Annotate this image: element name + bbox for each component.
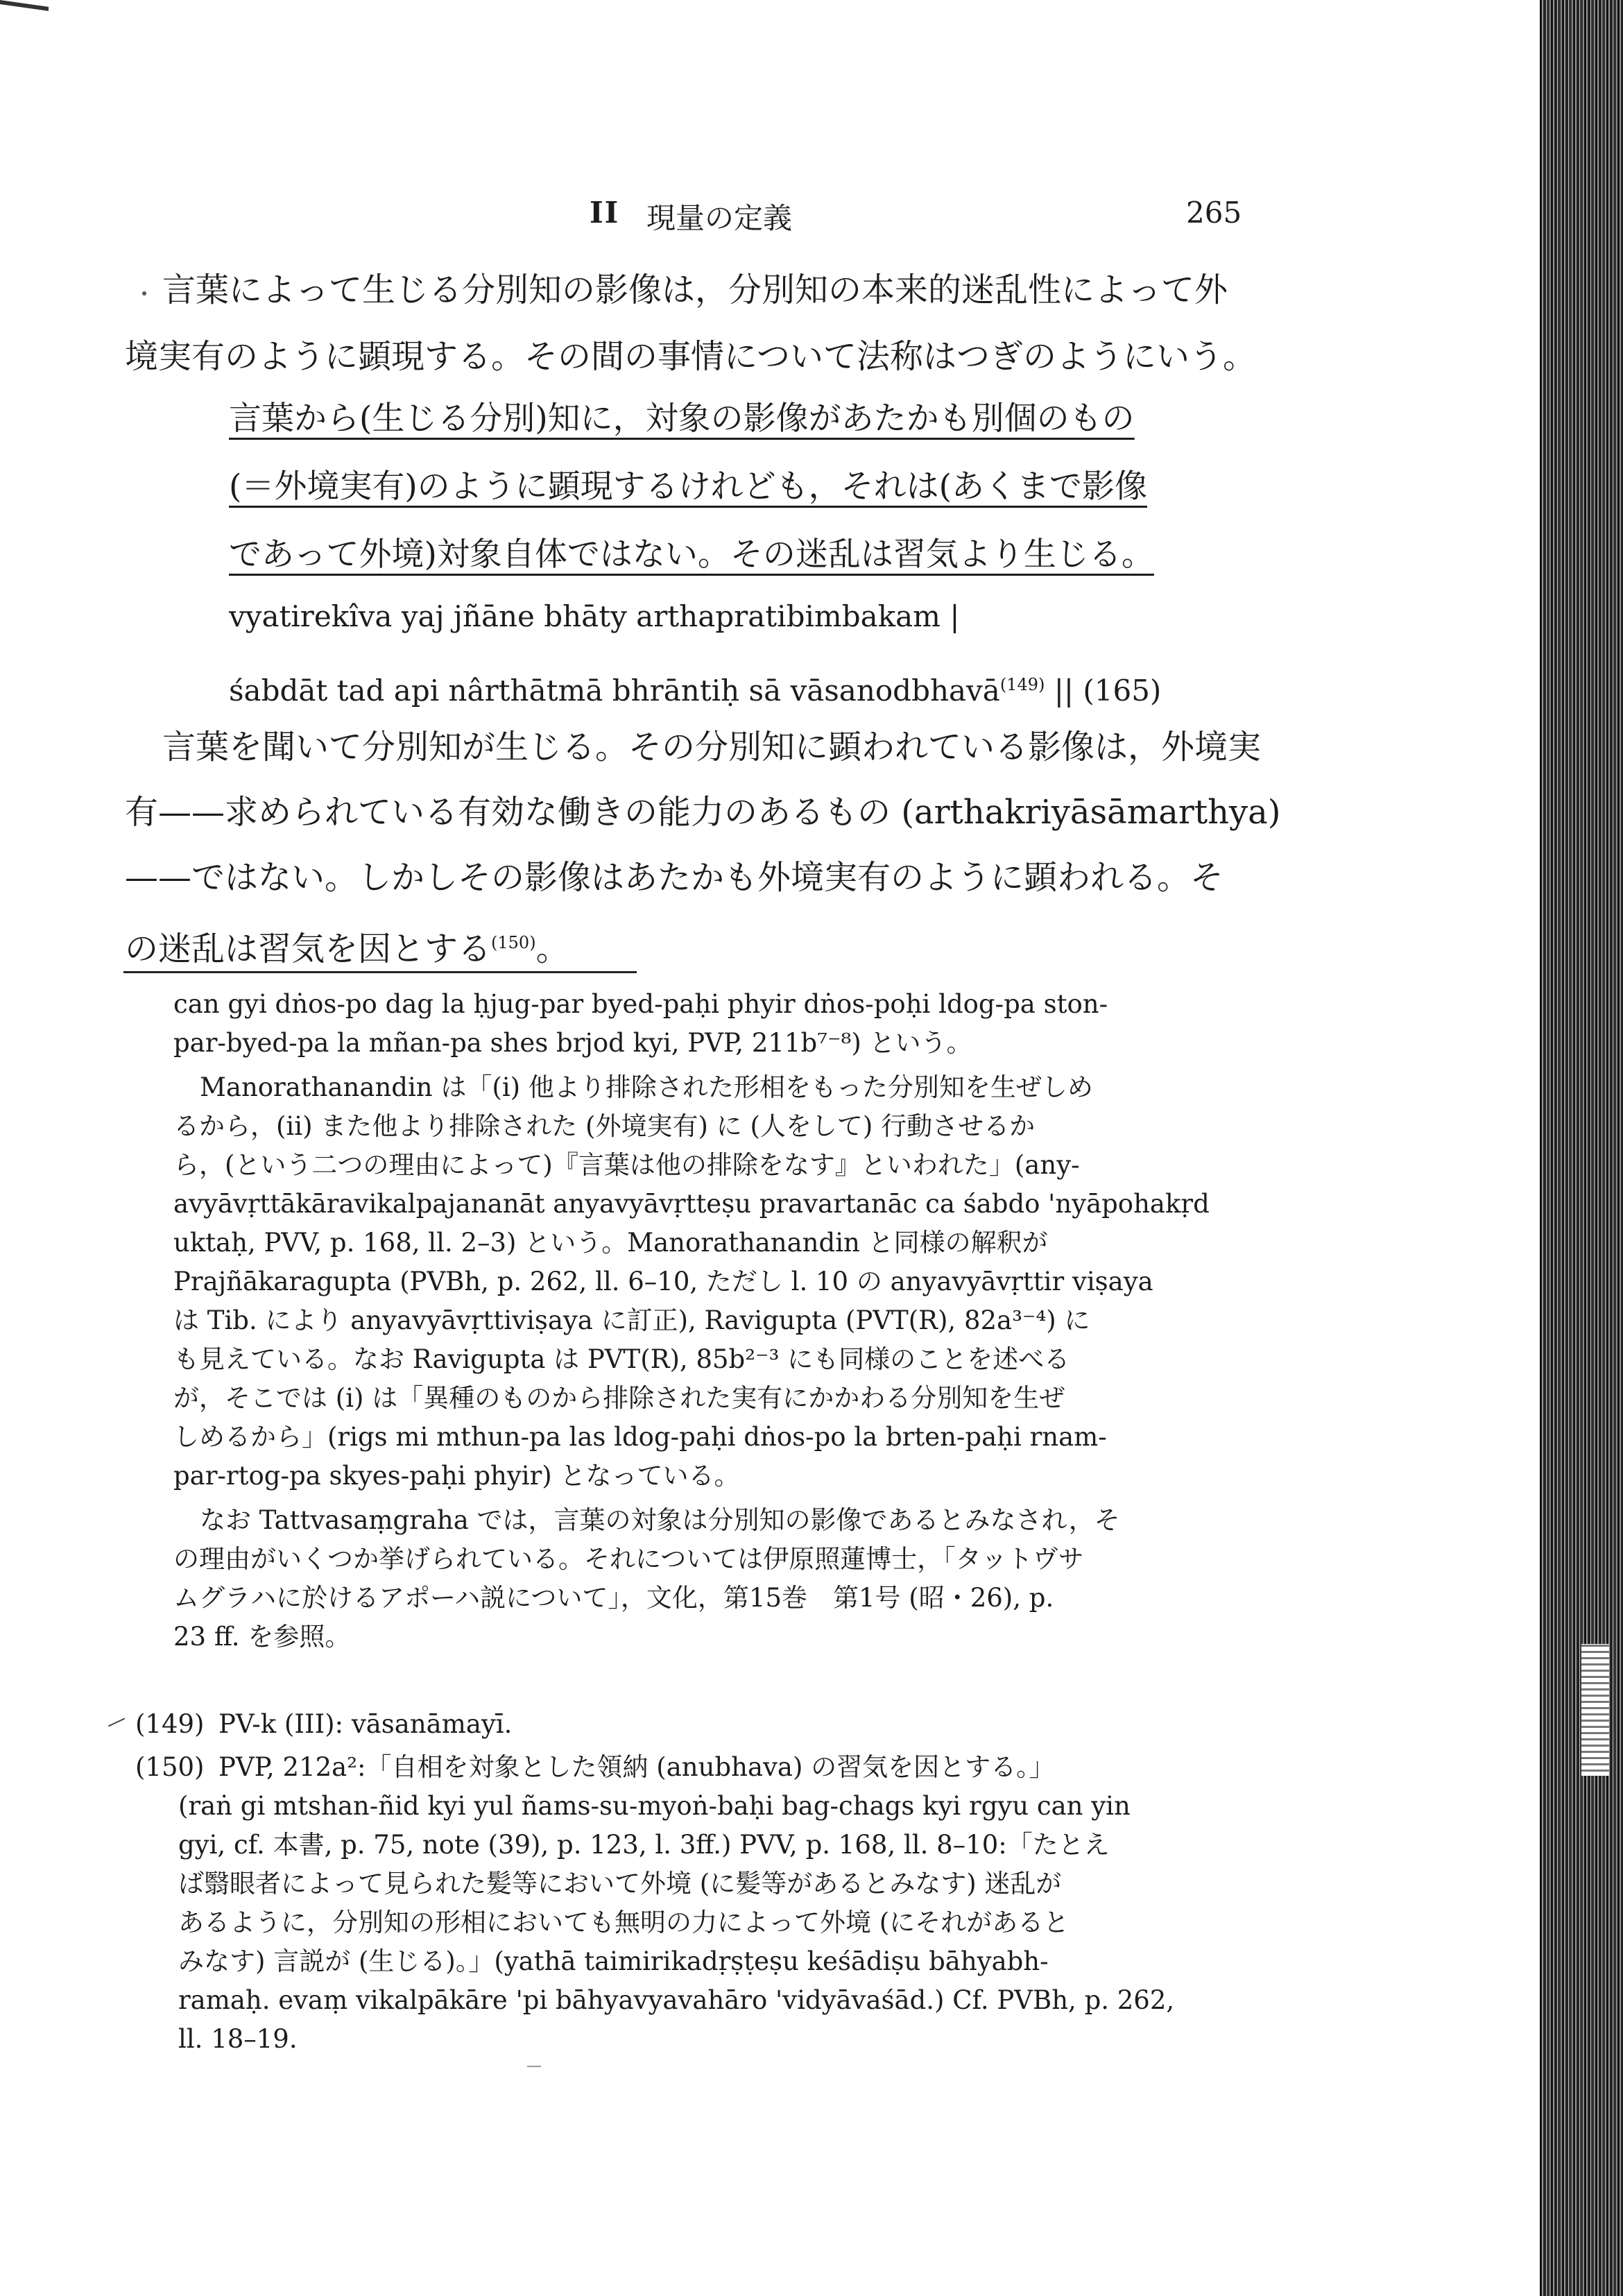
note-line xyxy=(135,1705,512,1744)
text-segment: の迷乱は習気を因とする xyxy=(125,929,492,968)
note-line: るから，(ii) また他より排除された (外境実有) に (人をして) 行動させるか xyxy=(173,1111,1036,1141)
chapter-number: II xyxy=(590,196,620,230)
sanskrit-line xyxy=(229,651,1161,725)
verse-translation xyxy=(229,385,1154,589)
footnote-number: (149) xyxy=(135,1709,205,1739)
text-line: 言葉を聞いて分別知が生じる。その分別知に顕われている影像は，外境実 xyxy=(162,728,1262,766)
section-title: 現量の定義 xyxy=(646,201,793,235)
note-line: ll. 18–19. xyxy=(178,2024,298,2054)
note-line: ら，(という二つの理由によって)『言葉は他の排除をなす』といわれた」(any- xyxy=(173,1150,1080,1180)
note-line: Prajñākaragupta (PVBh, p. 262, ll. 6–10, ただし l. 10 の anyavyāvṛttir viṣaya xyxy=(173,1267,1153,1296)
footnote-number: (150) xyxy=(135,1752,205,1782)
verse-line: (＝外境実有)のように顕現するけれども，それは(あくまで影像 xyxy=(229,468,1148,506)
page-number: 265 xyxy=(1186,196,1242,230)
running-header xyxy=(0,196,1526,237)
note-line: ば翳眼者によって見られた髪等において外境 (に髪等があるとみなす) 迷乱が xyxy=(178,1869,1062,1899)
note-line: しめるから」(rigs mi mthun-pa las ldog-paḥi dṅos-po la brten-paḥi rnam- xyxy=(173,1422,1107,1452)
paragraph-2 xyxy=(125,714,1280,982)
note-line: あるように，分別知の形相においても無明の力によって外境 (にそれがあると xyxy=(178,1908,1070,1937)
note-line: can gyi dṅos-po dag la ḥjug-par byed-paḥi phyir dṅos-poḥi ldog-pa ston- xyxy=(173,989,1108,1019)
paragraph-1 xyxy=(125,257,1256,390)
verse-sanskrit xyxy=(229,583,1161,725)
note-line: 23 ff. を参照。 xyxy=(173,1622,351,1652)
text-line: 言葉によって生じる分別知の影像は，分別知の本来的迷乱性によって外 xyxy=(162,271,1228,309)
verse-line: であって外境)対象自体ではない。その迷乱は習気より生じる。 xyxy=(229,536,1154,574)
footnote-divider xyxy=(123,971,637,973)
note-line: も見えている。なお Ravigupta は PVT(R), 85b²⁻³ にも同様のことを述べる xyxy=(173,1344,1070,1374)
note-line: par-byed-pa la mñan-pa shes brjod kyi, PVP, 211b⁷⁻⁸) という。 xyxy=(173,1028,972,1058)
footnote-text: PVP, 212a²:「自相を対象とした領納 (anubhava) の習気を因とする。」 xyxy=(218,1752,1055,1782)
note-line: avyāvṛttākāravikalpajananāt anyavyāvṛtteṣu pravartanāc ca śabdo 'nyāpohakṛd xyxy=(173,1189,1210,1219)
sanskrit-line: vyatirekîva yaj jñāne bhāty arthapratibimbakam | xyxy=(229,599,960,633)
note-line: Manorathanandin は「(i) 他より排除された形相をもった分別知を生ぜしめ xyxy=(200,1072,1093,1102)
note-line: (raṅ gi mtshan-ñid kyi yul ñams-su-myoṅ-baḥi bag-chags kyi rgyu can yin xyxy=(178,1791,1131,1821)
note-line: ムグラハに於けるアポーハ説について」，文化，第15巻 第1号 (昭・26), p. xyxy=(173,1583,1054,1613)
note-line: ramaḥ. evaṃ vikalpākāre 'pi bāhyavyavahāro 'vidyāvaśād.) Cf. PVBh, p. 262, xyxy=(178,1985,1175,2015)
text-segment: 。 xyxy=(535,929,569,968)
footnote-150 xyxy=(135,1748,1174,2059)
note-ref-149[interactable]: (149) xyxy=(999,675,1045,694)
text-line: 有——求められている有効な働きの能力のあるもの (arthakriyāsāmarthya) xyxy=(125,793,1281,832)
note-line: の理由がいくつか挙げられている。それについては伊原照蓮博士，「タットヴサ xyxy=(173,1544,1084,1574)
footnote-continuation xyxy=(173,985,1210,1656)
note-line: が，そこでは (i) は「異種のものから排除された実有にかかわる分別知を生ぜ xyxy=(173,1383,1065,1413)
scan-speck xyxy=(527,2066,541,2067)
verse-line: 言葉から(生じる分別)知に，対象の影像があたかも別個のもの xyxy=(229,400,1135,438)
scan-pen-mark xyxy=(108,1718,125,1727)
footnote-149 xyxy=(135,1705,512,1744)
note-line: uktaḥ, PVV, p. 168, ll. 2–3) という。Manorathanandin と同様の解釈が xyxy=(173,1228,1048,1258)
footnote-text: PV-k (III): vāsanāmayī. xyxy=(218,1709,513,1739)
scan-binding-edge xyxy=(1540,0,1623,2296)
note-ref-150[interactable]: (150) xyxy=(491,933,536,952)
note-line: par-rtog-pa skyes-paḥi phyir) となっている。 xyxy=(173,1461,740,1491)
note-line: みなす) 言説が (生じる)。」(yathā taimirikadṛṣṭeṣu keśādiṣu bāhyabh- xyxy=(178,1946,1049,1976)
note-line: なお Tattvasaṃgraha では，言葉の対象は分別知の影像であるとみなされ，そ xyxy=(200,1505,1120,1535)
note-line: gyi, cf. 本書, p. 75, note (39), p. 123, l. 3ff.) PVV, p. 168, ll. 8–10:「たとえ xyxy=(178,1830,1110,1860)
text-line: ——ではない。しかしその影像はあたかも外境実有のように顕われる。そ xyxy=(125,858,1224,897)
note-line xyxy=(135,1748,1174,1787)
scan-binding-notch xyxy=(1581,1644,1609,1776)
sanskrit-text: śabdāt tad api nârthātmā bhrāntiḥ sā vāsanodbhavā xyxy=(229,674,1000,708)
text-line: 境実有のように顕現する。その間の事情について法称はつぎのようにいう。 xyxy=(125,337,1257,376)
note-line: は Tib. により anyavyāvṛttiviṣaya に訂正), Ravigupta (PVT(R), 82a³⁻⁴) に xyxy=(173,1305,1090,1335)
verse-number: || (165) xyxy=(1045,674,1162,708)
